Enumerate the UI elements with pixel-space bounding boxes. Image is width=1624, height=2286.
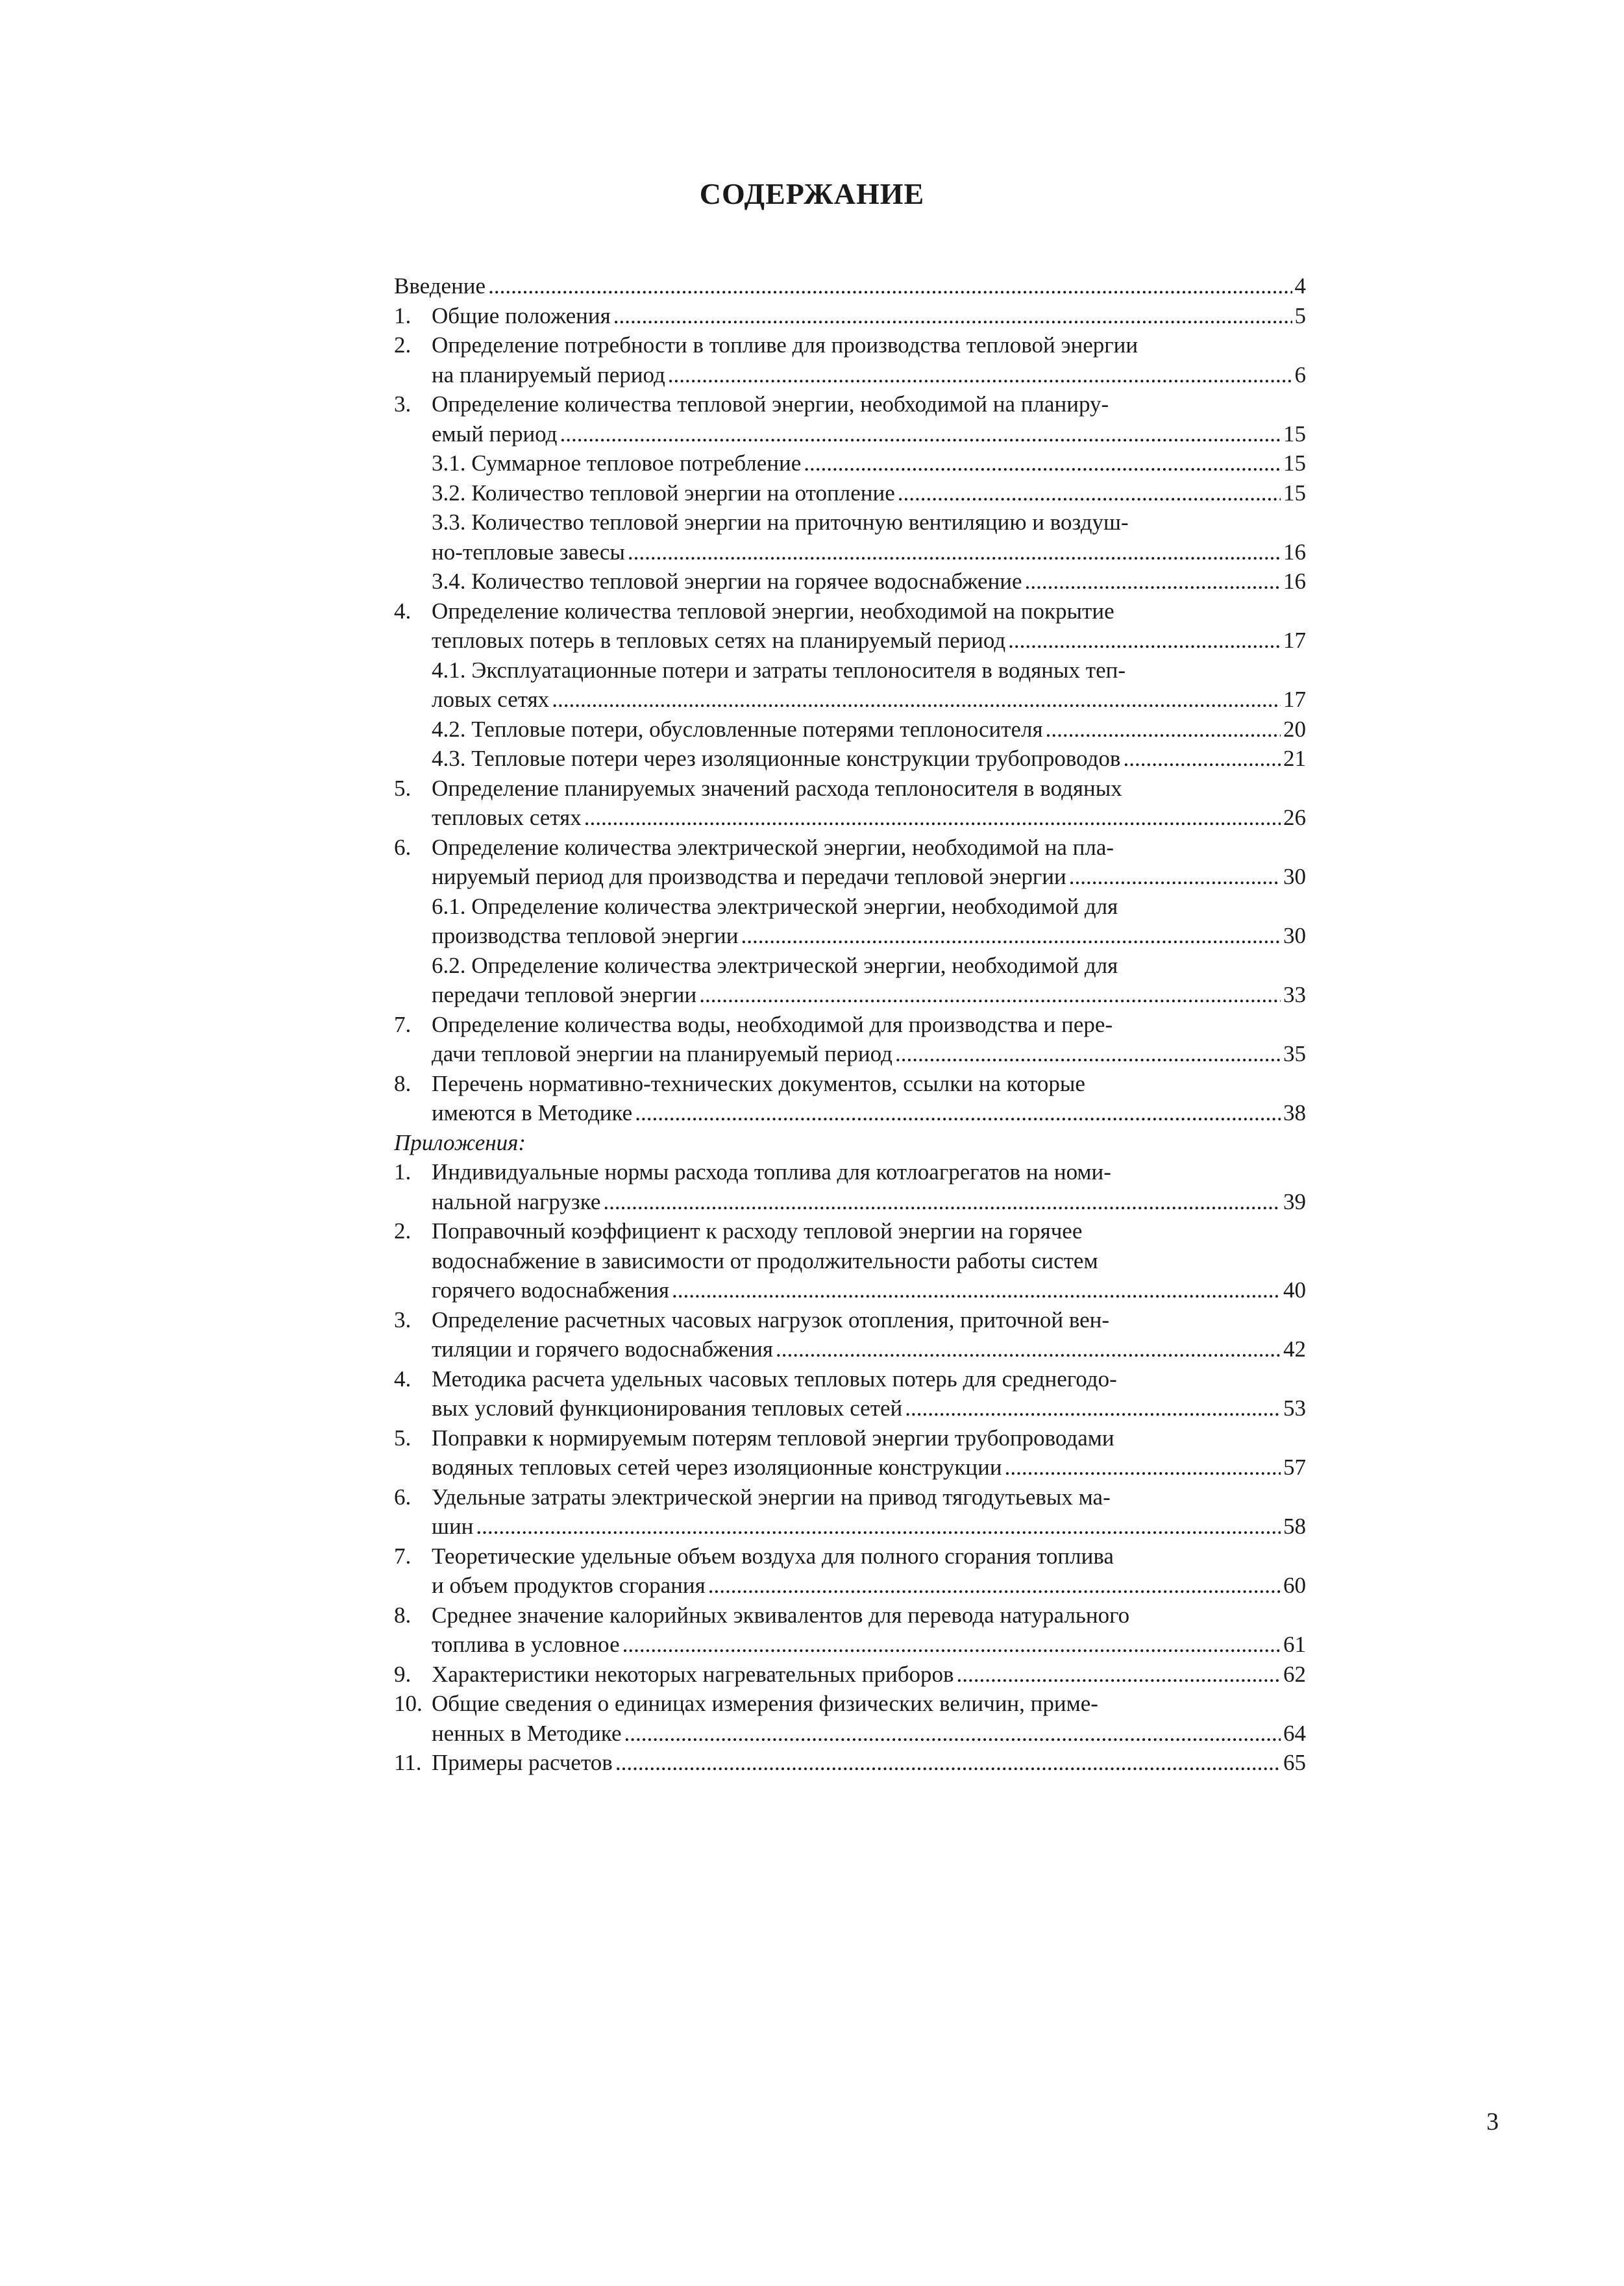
toc-entry-body bbox=[432, 1216, 1306, 1305]
toc-entry bbox=[394, 1069, 1306, 1128]
toc-entry-page: 62 bbox=[1283, 1661, 1306, 1687]
toc-entry bbox=[394, 449, 1306, 478]
toc-entry bbox=[394, 1364, 1306, 1423]
dot-leader bbox=[624, 1719, 1281, 1749]
toc-entry-number: 1. bbox=[394, 1159, 412, 1185]
toc-entry bbox=[394, 1157, 1306, 1216]
dot-leader bbox=[488, 271, 1292, 301]
toc-entry-body bbox=[432, 1601, 1306, 1660]
dot-leader bbox=[1008, 626, 1281, 656]
toc-entry-title: передачи тепловой энергии bbox=[432, 982, 697, 1007]
toc-entry-title: ловых сетях bbox=[432, 687, 550, 712]
toc-entry-number: 2. bbox=[394, 1218, 412, 1244]
toc-entry-title: вых условий функционирования тепловых сетей bbox=[432, 1395, 903, 1421]
toc-entry bbox=[394, 774, 1306, 833]
toc-entry-body bbox=[432, 1157, 1306, 1216]
toc-entry-number: 4. bbox=[394, 1366, 412, 1392]
toc-entry-title: горячего водоснабжения bbox=[432, 1277, 669, 1303]
toc-entry-line: Общие сведения о единицах измерения физических величин, приме- bbox=[432, 1691, 1098, 1716]
toc-entry-body bbox=[432, 478, 1306, 508]
toc-entry-body bbox=[432, 1364, 1306, 1423]
dot-leader bbox=[1025, 567, 1281, 596]
toc-entry bbox=[394, 656, 1306, 715]
toc-entry-body bbox=[432, 389, 1306, 449]
toc-entry-page: 5 bbox=[1294, 302, 1306, 328]
toc-entry-line: водоснабжение в зависимости от продолжительности работы систем bbox=[432, 1247, 1098, 1273]
toc-entry-page: 60 bbox=[1283, 1573, 1306, 1598]
toc-entry-line: Поправочный коэффициент к расходу тепловой энергии на горячее bbox=[432, 1218, 1083, 1244]
toc-entry-leader-line bbox=[432, 301, 1306, 331]
toc-entry-leader-line bbox=[432, 1719, 1306, 1749]
toc-entry-leader-line bbox=[432, 1275, 1306, 1305]
toc-entry-leader-line bbox=[432, 1660, 1306, 1690]
toc-entry-page: 35 bbox=[1283, 1041, 1306, 1066]
toc-entry-leader-line bbox=[432, 537, 1306, 567]
toc-entry-number: 3. bbox=[394, 1307, 412, 1333]
toc-entry bbox=[394, 478, 1306, 508]
toc-entry-body bbox=[394, 271, 1306, 301]
toc-entry-page: 33 bbox=[1283, 982, 1306, 1007]
toc-entry-number: 3. bbox=[394, 391, 412, 417]
toc-entry-leader-line bbox=[432, 1334, 1306, 1364]
appendix-heading: Приложения: bbox=[394, 1129, 526, 1155]
toc-entry-line: 4.1. Эксплуатационные потери и затраты теплоносителя в водяных теп- bbox=[432, 657, 1126, 683]
toc-entry-title: Введение bbox=[394, 273, 486, 299]
toc-entry-body bbox=[432, 1423, 1306, 1482]
toc-entry-title: Характеристики некоторых нагревательных приборов bbox=[432, 1661, 954, 1687]
toc-entry-title: и объем продуктов сгорания bbox=[432, 1573, 706, 1598]
dot-leader bbox=[1069, 862, 1281, 892]
toc-entry-title: емый период bbox=[432, 421, 558, 447]
toc-entry-title: 3.2. Количество тепловой энергии на отопление bbox=[432, 480, 895, 506]
toc-entry-line: Индивидуальные нормы расхода топлива для котлоагрегатов на номи- bbox=[432, 1159, 1111, 1185]
toc-entry bbox=[394, 1423, 1306, 1482]
toc-entry-title: тепловых потерь в тепловых сетях на планируемый период bbox=[432, 628, 1006, 653]
table-of-contents bbox=[394, 271, 1306, 1778]
toc-entry-body bbox=[432, 330, 1306, 389]
dot-leader bbox=[635, 1098, 1281, 1128]
toc-entry-number: 8. bbox=[394, 1070, 412, 1096]
dot-leader bbox=[668, 360, 1292, 390]
toc-entry bbox=[394, 715, 1306, 744]
toc-entry-page: 61 bbox=[1283, 1632, 1306, 1657]
dot-leader bbox=[476, 1512, 1281, 1542]
toc-entry-body bbox=[432, 449, 1306, 478]
toc-entry bbox=[394, 1748, 1306, 1778]
toc-entry-number: 6. bbox=[394, 834, 412, 860]
toc-entry-body bbox=[432, 1069, 1306, 1128]
toc-entry-line: Определение планируемых значений расхода теплоносителя в водяных bbox=[432, 775, 1122, 801]
toc-entry-page: 39 bbox=[1283, 1188, 1306, 1214]
toc-entry-line: Теоретические удельные объем воздуха для полного сгорания топлива bbox=[432, 1543, 1114, 1569]
toc-entry-line: Среднее значение калорийных эквивалентов для перевода натурального bbox=[432, 1602, 1130, 1628]
dot-leader bbox=[708, 1571, 1281, 1601]
toc-entry-body bbox=[432, 833, 1306, 892]
dot-leader bbox=[776, 1334, 1281, 1364]
toc-entry bbox=[394, 271, 1306, 301]
toc-entry-title: Примеры расчетов bbox=[432, 1750, 613, 1775]
dot-leader bbox=[905, 1394, 1281, 1423]
toc-entry-number: 7. bbox=[394, 1011, 412, 1037]
toc-entry-leader-line bbox=[432, 1630, 1306, 1660]
dot-leader bbox=[957, 1660, 1281, 1690]
toc-entry-leader-line bbox=[432, 626, 1306, 656]
toc-entry-body bbox=[432, 1305, 1306, 1364]
toc-entry-page: 15 bbox=[1283, 450, 1306, 476]
toc-entry-number: 2. bbox=[394, 332, 412, 358]
toc-entry-page: 15 bbox=[1283, 421, 1306, 447]
toc-entry bbox=[394, 1482, 1306, 1542]
toc-entry-line: Определение количества электрической энергии, необходимой на пла- bbox=[432, 834, 1114, 860]
toc-main-section bbox=[394, 271, 1306, 1128]
toc-entry-line: Определение количества тепловой энергии, необходимой на планиру- bbox=[432, 391, 1109, 417]
toc-entry-leader-line bbox=[432, 1394, 1306, 1423]
toc-entry bbox=[394, 833, 1306, 892]
toc-entry bbox=[394, 1542, 1306, 1601]
toc-entry bbox=[394, 1010, 1306, 1069]
toc-entry-line: 3.3. Количество тепловой энергии на приточную вентиляцию и воздуш- bbox=[432, 510, 1129, 535]
toc-entry-title: 3.4. Количество тепловой энергии на горячее водоснабжение bbox=[432, 569, 1022, 594]
toc-entry-body bbox=[432, 715, 1306, 744]
toc-entry bbox=[394, 596, 1306, 656]
toc-entry-title: на планируемый период bbox=[432, 362, 665, 387]
toc-entry-leader-line bbox=[432, 1039, 1306, 1069]
toc-entry-leader-line bbox=[432, 862, 1306, 892]
toc-entry-body bbox=[432, 301, 1306, 331]
toc-entry bbox=[394, 330, 1306, 389]
toc-entry-body bbox=[432, 567, 1306, 596]
toc-entry-body bbox=[432, 1748, 1306, 1778]
toc-entry-leader-line bbox=[432, 1453, 1306, 1482]
dot-leader bbox=[615, 1748, 1281, 1778]
dot-leader bbox=[1005, 1453, 1281, 1482]
toc-entry-line: Определение расчетных часовых нагрузок отопления, приточной вен- bbox=[432, 1307, 1110, 1333]
toc-entry-body bbox=[432, 596, 1306, 656]
toc-entry-leader-line bbox=[432, 921, 1306, 951]
toc-entry-line: Определение количества воды, необходимой для производства и пере- bbox=[432, 1011, 1113, 1037]
toc-entry-number: 5. bbox=[394, 1425, 412, 1451]
toc-entry-body bbox=[432, 508, 1306, 567]
toc-entry-leader-line bbox=[432, 478, 1306, 508]
toc-entry bbox=[394, 301, 1306, 331]
dot-leader bbox=[699, 980, 1281, 1010]
dot-leader bbox=[560, 419, 1281, 449]
toc-entry bbox=[394, 389, 1306, 449]
toc-entry-title: шин bbox=[432, 1514, 474, 1539]
toc-entry-title: производства тепловой энергии bbox=[432, 923, 739, 948]
toc-entry-leader-line bbox=[432, 1512, 1306, 1542]
dot-leader bbox=[672, 1275, 1281, 1305]
dot-leader bbox=[552, 685, 1281, 715]
dot-leader bbox=[622, 1630, 1281, 1660]
toc-entry-page: 21 bbox=[1283, 746, 1306, 771]
dot-leader bbox=[804, 449, 1281, 478]
toc-entry-title: тиляции и горячего водоснабжения bbox=[432, 1336, 773, 1362]
dot-leader bbox=[898, 478, 1281, 508]
toc-entry-line: Методика расчета удельных часовых тепловых потерь для среднегодо- bbox=[432, 1366, 1117, 1392]
toc-entry-leader-line bbox=[432, 803, 1306, 833]
toc-entry-title: нируемый период для производства и передачи тепловой энергии bbox=[432, 864, 1066, 889]
toc-entry-body bbox=[432, 1542, 1306, 1601]
toc-entry-page: 64 bbox=[1283, 1720, 1306, 1746]
toc-entry bbox=[394, 1660, 1306, 1690]
toc-entry-leader-line bbox=[432, 1187, 1306, 1217]
toc-entry-page: 26 bbox=[1283, 805, 1306, 830]
page-title: СОДЕРЖАНИЕ bbox=[699, 177, 925, 210]
toc-entry-body bbox=[432, 1010, 1306, 1069]
toc-entry bbox=[394, 1216, 1306, 1305]
toc-entry-title: топлива в условное bbox=[432, 1632, 620, 1657]
toc-entry-page: 16 bbox=[1283, 539, 1306, 565]
toc-entry bbox=[394, 1689, 1306, 1748]
toc-entry-page: 58 bbox=[1283, 1514, 1306, 1539]
toc-appendix-section bbox=[394, 1157, 1306, 1778]
toc-entry-leader-line bbox=[432, 1098, 1306, 1128]
toc-entry-page: 16 bbox=[1283, 569, 1306, 594]
toc-entry-leader-line bbox=[432, 360, 1306, 390]
toc-entry-page: 15 bbox=[1283, 480, 1306, 506]
toc-entry-line: Перечень нормативно-технических документов, ссылки на которые bbox=[432, 1070, 1085, 1096]
toc-entry-page: 6 bbox=[1294, 362, 1306, 387]
toc-entry-leader-line bbox=[432, 715, 1306, 744]
toc-entry-title: ненных в Методике bbox=[432, 1720, 622, 1746]
toc-entry bbox=[394, 744, 1306, 774]
toc-entry-title: 4.2. Тепловые потери, обусловленные потерями теплоносителя bbox=[432, 716, 1043, 742]
toc-entry-page: 30 bbox=[1283, 923, 1306, 948]
toc-entry-line: Поправки к нормируемым потерям тепловой энергии трубопроводами bbox=[432, 1425, 1114, 1451]
toc-entry-line: Удельные затраты электрической энергии на привод тягодутьевых ма- bbox=[432, 1484, 1111, 1510]
toc-entry-body bbox=[432, 744, 1306, 774]
toc-entry-body bbox=[432, 892, 1306, 951]
toc-entry-number: 6. bbox=[394, 1484, 412, 1510]
toc-entry-title: дачи тепловой энергии на планируемый период bbox=[432, 1041, 892, 1066]
toc-entry-page: 40 bbox=[1283, 1277, 1306, 1303]
toc-entry-number: 9. bbox=[394, 1661, 412, 1687]
toc-entry-line: Определение количества тепловой энергии, необходимой на покрытие bbox=[432, 598, 1114, 624]
toc-entry-leader-line bbox=[432, 980, 1306, 1010]
toc-entry-body bbox=[432, 656, 1306, 715]
toc-entry-title: нальной нагрузке bbox=[432, 1188, 601, 1214]
toc-entry-title: водяных тепловых сетей через изоляционные конструкции bbox=[432, 1455, 1002, 1480]
toc-entry bbox=[394, 1305, 1306, 1364]
toc-entry-number: 10. bbox=[394, 1691, 423, 1716]
dot-leader bbox=[741, 921, 1281, 951]
toc-entry-page: 30 bbox=[1283, 864, 1306, 889]
toc-entry-line: 6.1. Определение количества электрической энергии, необходимой для bbox=[432, 893, 1118, 919]
toc-entry-leader-line bbox=[432, 567, 1306, 596]
toc-entry-leader-line bbox=[432, 744, 1306, 774]
toc-entry-page: 4 bbox=[1294, 273, 1306, 299]
toc-entry-page: 57 bbox=[1283, 1455, 1306, 1480]
toc-entry-page: 20 bbox=[1283, 716, 1306, 742]
toc-entry-leader-line bbox=[432, 419, 1306, 449]
toc-entry-body bbox=[432, 1482, 1306, 1542]
toc-entry-line: Определение потребности в топливе для производства тепловой энергии bbox=[432, 332, 1138, 358]
toc-entry-leader-line bbox=[432, 1748, 1306, 1778]
toc-entry-title: Общие положения bbox=[432, 302, 611, 328]
toc-entry-title: имеются в Методике bbox=[432, 1100, 633, 1125]
toc-entry-leader-line bbox=[432, 449, 1306, 478]
toc-entry-page: 17 bbox=[1283, 628, 1306, 653]
toc-entry-number: 5. bbox=[394, 775, 412, 801]
toc-entry-title: тепловых сетях bbox=[432, 805, 582, 830]
toc-entry-leader-line bbox=[394, 271, 1306, 301]
toc-entry-title: но-тепловые завесы bbox=[432, 539, 625, 565]
toc-entry-title: 3.1. Суммарное тепловое потребление bbox=[432, 450, 802, 476]
dot-leader bbox=[1123, 744, 1281, 774]
toc-entry-body bbox=[432, 774, 1306, 833]
dot-leader bbox=[628, 537, 1281, 567]
dot-leader bbox=[613, 301, 1292, 331]
dot-leader bbox=[1046, 715, 1281, 744]
toc-entry-page: 42 bbox=[1283, 1336, 1306, 1362]
toc-entry-body bbox=[432, 1660, 1306, 1690]
toc-entry-line: 6.2. Определение количества электрической энергии, необходимой для bbox=[432, 952, 1118, 978]
toc-entry-number: 4. bbox=[394, 598, 412, 624]
toc-entry-number: 8. bbox=[394, 1602, 412, 1628]
toc-entry-leader-line bbox=[432, 1571, 1306, 1601]
toc-entry-number: 7. bbox=[394, 1543, 412, 1569]
toc-entry-leader-line bbox=[432, 685, 1306, 715]
toc-entry-title: 4.3. Тепловые потери через изоляционные конструкции трубопроводов bbox=[432, 746, 1121, 771]
dot-leader bbox=[584, 803, 1281, 833]
toc-entry-page: 65 bbox=[1283, 1750, 1306, 1775]
page-number: 3 bbox=[1486, 2108, 1499, 2135]
toc-entry bbox=[394, 1601, 1306, 1660]
toc-entry bbox=[394, 892, 1306, 951]
toc-entry bbox=[394, 567, 1306, 596]
toc-entry-page: 17 bbox=[1283, 687, 1306, 712]
toc-entry-body bbox=[432, 1689, 1306, 1748]
toc-entry-body bbox=[432, 951, 1306, 1010]
dot-leader bbox=[895, 1039, 1281, 1069]
toc-entry-page: 53 bbox=[1283, 1395, 1306, 1421]
toc-entry-number: 1. bbox=[394, 302, 412, 328]
toc-entry-page: 38 bbox=[1283, 1100, 1306, 1125]
dot-leader bbox=[603, 1187, 1281, 1217]
toc-entry bbox=[394, 508, 1306, 567]
toc-entry-number: 11. bbox=[394, 1750, 422, 1775]
toc-entry bbox=[394, 951, 1306, 1010]
